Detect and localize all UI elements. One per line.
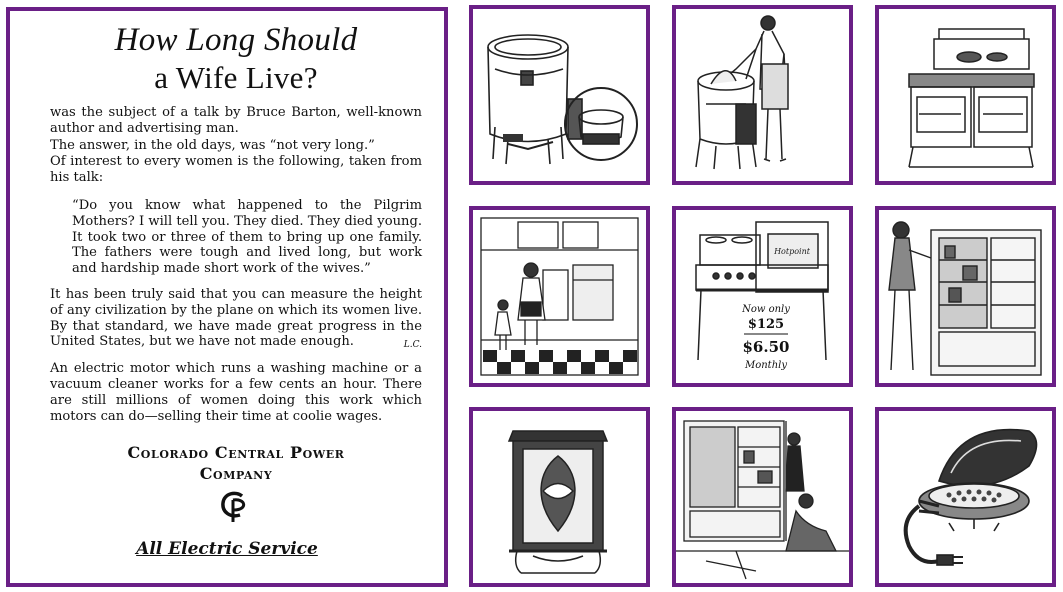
company-line-1: Colorado Central Power	[127, 443, 345, 463]
washing-machine-illustration	[473, 9, 646, 181]
tile-waffle-iron	[875, 407, 1056, 587]
ad-title-line2: a Wife Live?	[154, 60, 318, 95]
tile-kitchen-scene	[469, 206, 650, 387]
paragraph-2: The answer, in the old days, was “not very long.”	[50, 137, 375, 153]
initials: L.C.	[403, 340, 422, 351]
range-now-only: Now only	[742, 304, 790, 315]
kitchen-scene-illustration	[473, 210, 646, 383]
tile-washing-machine	[469, 5, 650, 185]
refrigerator-woman-illustration	[879, 210, 1052, 383]
tile-electric-range	[672, 206, 853, 387]
tile-refrigerator-kitchen	[672, 407, 853, 587]
waffle-iron-illustration	[879, 411, 1052, 583]
electric-range-illustration	[676, 210, 849, 383]
range-price: $125	[747, 317, 785, 332]
paragraph-4	[50, 287, 422, 350]
ad-body	[50, 105, 422, 424]
paragraph-5: An electric motor which runs a washing machine or a vacuum cleaner works for a few cents an hour. There are still millions of women doing this work which motors can do—selling their time at coolie wages.	[50, 361, 422, 424]
paragraph-4-text: It has been truly said that you can measure the height of any civilization by the plane on which its women live. By that standard, we have made great progress in the United States, but we have not made enough.	[50, 286, 422, 350]
barton-quote: “Do you know what happened to the Pilgrim Mothers? I will tell you. They died. They died young. It took two or three of them to bring up one family. The fathers were tough and lived long, but work and hardship made short work of the wives.”	[72, 197, 422, 277]
tile-kitchen-range	[875, 5, 1056, 185]
tile-refrigerator-woman	[875, 206, 1056, 387]
woman-at-washer-illustration	[676, 9, 849, 181]
slogan: All Electric Service	[136, 539, 318, 559]
advertisement-panel	[6, 7, 448, 587]
cp-monogram-icon	[216, 490, 256, 524]
svg-text:Hotpoint: Hotpoint	[774, 247, 810, 256]
tile-radio-cabinet	[469, 407, 650, 587]
tile-woman-at-washer	[672, 5, 853, 185]
company-line-2: Company	[199, 464, 273, 484]
range-monthly-price: $6.50	[742, 338, 790, 356]
range-monthly-label: Monthly	[744, 360, 788, 371]
ad-title-line1: How Long Should	[114, 22, 358, 58]
paragraph-3: Of interest to every women is the following, taken from his talk:	[50, 154, 422, 186]
paragraph-1: was the subject of a talk by Bruce Barton, well-known author and advertising man.	[50, 105, 422, 136]
company-name	[50, 442, 422, 484]
kitchen-range-illustration	[879, 9, 1052, 181]
radio-cabinet-illustration	[473, 411, 646, 583]
refrigerator-kitchen-illustration	[676, 411, 849, 583]
